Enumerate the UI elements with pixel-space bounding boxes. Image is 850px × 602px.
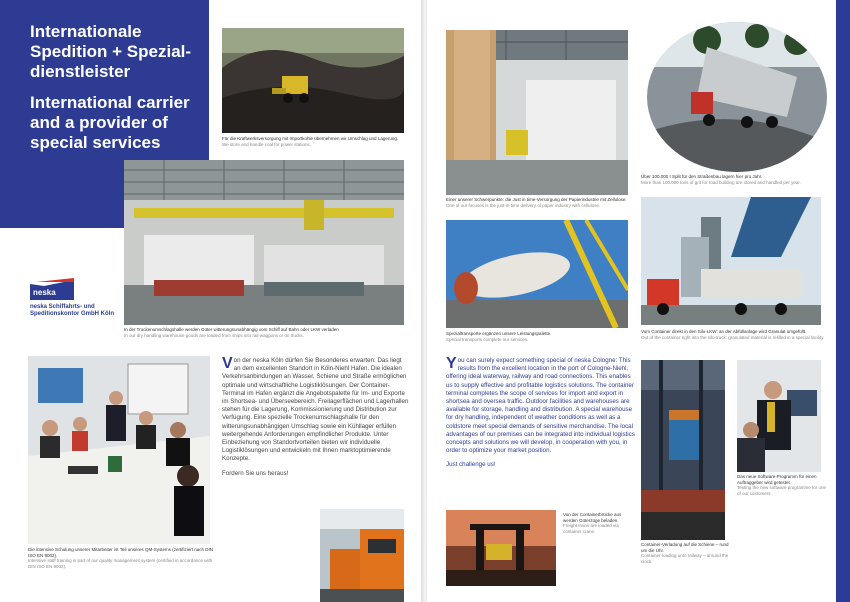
caption-crane-en: Freight trains are loaded via container crane.: [563, 523, 619, 534]
caption-crane-de: Von der Containerbrücke aus werden Güterzüge beladen.: [563, 512, 622, 523]
logo-wordmark: neska: [33, 288, 56, 297]
caption-rail: [641, 542, 736, 564]
body-text-german: [222, 357, 410, 478]
caption-crane: [563, 512, 633, 534]
caption-software-de: Das neue Software-Programm für einen Auftraggeber wird getestet.: [737, 474, 817, 485]
caption-tipper-de: Über 100.000 t Split für den Straßenbau lagern hier pro Jahr.: [641, 174, 763, 179]
dropcap-german: V: [222, 355, 233, 372]
caption-coal-en: We store and handle coal for power stations.: [222, 141, 311, 147]
photo-software-testing: [737, 360, 821, 472]
caption-special-en: Special transports complete our services.: [446, 336, 529, 342]
caption-rail-de: Container-Verladung auf die Schiene – rund um die Uhr.: [641, 542, 729, 553]
photo-dry-warehouse: [124, 160, 404, 325]
photo-container-crane: [446, 510, 556, 586]
dropcap-english: Y: [446, 355, 457, 372]
caption-silo: [641, 329, 831, 340]
caption-tipper: [641, 174, 831, 185]
caption-warehouse-en: In our dry handling warehouse goods are loaded from ships into rail-waggons or on trucks.: [124, 332, 304, 338]
caption-rail-en: Container-loading onto railway – around the clock.: [641, 553, 729, 564]
caption-silo-en: Out of the container right into the silo-truck: granulated material is refilled in a special facility.: [641, 334, 825, 340]
body-english-paragraph: ou can surely expect something special of neska Cologne: This results from the excellent location in the port of Cologne-Niehl, offering ideal waterway, railway and road connections. This enables us to supply effective and profitable logistics solutions. The container terminal completes the scope of services for import and export in shortsea and oversea traffic. Outdoor facilities and warehouses are available for storage, handling and distribution. A special warehouse for dry handling, independent of weather conditions as well as a coldstore meet special demands of sensitive merchandise. The local advantages of our premises can be integrated into individual logistics concepts and solutions we will develop, in cooperation with you, in order to optimize your market position.: [446, 357, 635, 455]
left-page: [0, 0, 423, 602]
body-text-english: [446, 357, 636, 470]
caption-special: [446, 331, 636, 342]
caption-paper-de: Einer unserer Schwerpunkte: die Just in time-Versorgung der Papierindustrie mit Zellulose.: [446, 197, 627, 202]
title-german: Internationale Spedition + Spezial-dienstleister: [30, 22, 192, 81]
photo-staff-training: [28, 356, 210, 544]
body-english-closing: Just challenge us!: [446, 461, 496, 469]
caption-meeting-en: Intensive staff training is part of our quality management system (certified in accordance with DIN ISO EN 9002).: [28, 558, 213, 569]
caption-warehouse-de: In der Trockenumschlagshalle werden Güter witterungsunabhängig vom Schiff auf Bahn oder LKW verladen: [124, 327, 339, 332]
photo-orange-truck: [320, 509, 404, 602]
caption-tipper-en: More than 100.000 tons of grit for road building are stored and handled per year.: [641, 179, 801, 185]
caption-paper: [446, 197, 636, 208]
photo-coal-loader: [222, 28, 404, 133]
photo-tipper-truck: [647, 22, 827, 172]
photo-rail-loading: [641, 360, 725, 540]
neska-logo: [30, 274, 74, 300]
caption-warehouse: [124, 327, 414, 338]
caption-software: [737, 474, 827, 496]
company-name: neska Schiffahrts- und Speditionskontor GmbH Köln: [30, 304, 114, 317]
right-page: [427, 0, 835, 602]
caption-coal: [222, 136, 412, 147]
caption-paper-en: One of our focuses is the just-in-time delivery of paper industry with cellulose.: [446, 202, 601, 208]
caption-meeting-de: Die intensive Schulung unserer Mitarbeiter ist Teil unseres QM-Systems (zertifiziert nach DIN ISO EN 9002).: [28, 547, 213, 558]
blue-edge-bar: [836, 0, 850, 602]
caption-meeting: [28, 547, 213, 569]
photo-special-transport: [446, 220, 628, 328]
body-german-paragraph: on der neska Köln dürfen Sie Besonderes erwarten: Das liegt an dem excellenten Standort in Köln-Niehl Hafen. Die idealen Verkehrsanbindungen an Wasser, Schiene und Straße ermöglichen optimale und wirtschaftliche Logistiklösungen. Der Container-Terminal im Hafen ergänzt die Angebotspalette für Im- und Exporte im Shortsea- und Überseebereich. Freilagerflächen und Lagerhallen stehen für die Lagerung, Kommissionierung und Distribution zur Verfügung. Eine spezielle Trockenumschlagshalle für den witterungsunabhängigen Umschlag sowie ein Kühllager erfüllen weitergehende Anforderungen empfindlicher Produkte. Unter Einbeziehung von Standortvorteilen bieten wir individuelle Logistiklösungen und entwickeln mit Ihnen marktoptimierende Konzepte.: [222, 357, 409, 463]
caption-software-en: Testing the new software programme for one of our customers.: [737, 485, 827, 496]
caption-coal-de: Für die Kraftwerksversorgung mit Importkohle übernehmen wir Umschlag und Lagerung.: [222, 136, 399, 141]
photo-silo-truck: [641, 197, 821, 325]
caption-silo-de: Vom Container direkt in den Silo-LKW: an der Abfüllanlage wird Granulat umgefüllt.: [641, 329, 807, 334]
title-english: International carrier and a provider of special services: [30, 93, 190, 152]
photo-cellulose-rolls: [446, 30, 628, 195]
body-german-closing: Fordern Sie uns heraus!: [222, 469, 289, 477]
caption-special-de: Spezialtransporte ergänzen unsere Leistungspalette.: [446, 331, 552, 336]
